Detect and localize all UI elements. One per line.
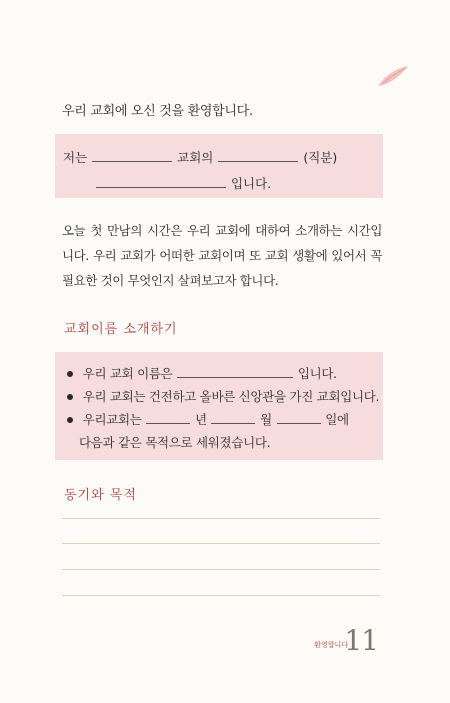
section-title-church-name: 교회이름 소개하기 [64, 322, 178, 337]
founded-line-2: 다음과 같은 목적으로 세워졌습니다. [79, 435, 271, 450]
list-item [67, 387, 379, 405]
church-name-blank[interactable] [177, 365, 293, 378]
year-label: 년 [194, 412, 207, 427]
writing-line-3[interactable] [62, 569, 380, 570]
founded-prefix: 우리교회는 [82, 412, 142, 427]
list-item [67, 410, 349, 428]
member-info-box [55, 134, 383, 198]
church-name-suffix: 입니다. [297, 366, 337, 381]
list-item [67, 364, 337, 382]
member-info-prefix: 저는 [63, 150, 88, 165]
section-title-motivation: 동기와 목적 [64, 488, 137, 503]
day-blank[interactable] [277, 411, 321, 424]
year-blank[interactable] [146, 411, 190, 424]
member-info-line-1 [63, 148, 337, 166]
position-label: (직분) [303, 150, 338, 165]
name-blank[interactable] [92, 149, 172, 162]
member-info-suffix: 입니다. [230, 176, 272, 191]
day-label: 일에 [325, 412, 349, 427]
writing-line-1[interactable] [62, 518, 380, 519]
writing-line-2[interactable] [62, 543, 380, 544]
bullet-icon [67, 371, 73, 377]
footer-label: 환영합니다 [314, 641, 348, 649]
church-name-prefix: 우리 교회 이름은 [82, 366, 173, 381]
writing-line-4[interactable] [62, 595, 380, 596]
petal-decoration-icon [376, 64, 410, 90]
month-label: 월 [260, 412, 272, 427]
church-label: 교회의 [177, 150, 214, 165]
church-description: 우리 교회는 건전하고 올바른 신앙관을 가진 교회입니다. [82, 389, 380, 404]
church-intro-box [55, 352, 383, 460]
intro-paragraph: 오늘 첫 만남의 시간은 우리 교회에 대하여 소개하는 시간입니다. 우리 교회가 어떠한 교회이며 또 교회 생활에 있어서 꼭 필요한 것이 무엇인지 살펴보고자 합니다. [62, 223, 382, 288]
bullet-icon [67, 417, 73, 423]
page-number: 11 [344, 624, 378, 657]
month-blank[interactable] [211, 411, 255, 424]
intro-text: 우리 교회에 오신 것을 환영합니다. [62, 104, 253, 119]
member-info-line-2 [95, 174, 271, 192]
bullet-icon [67, 394, 73, 400]
title-blank[interactable] [96, 175, 226, 188]
position-blank[interactable] [218, 149, 298, 162]
